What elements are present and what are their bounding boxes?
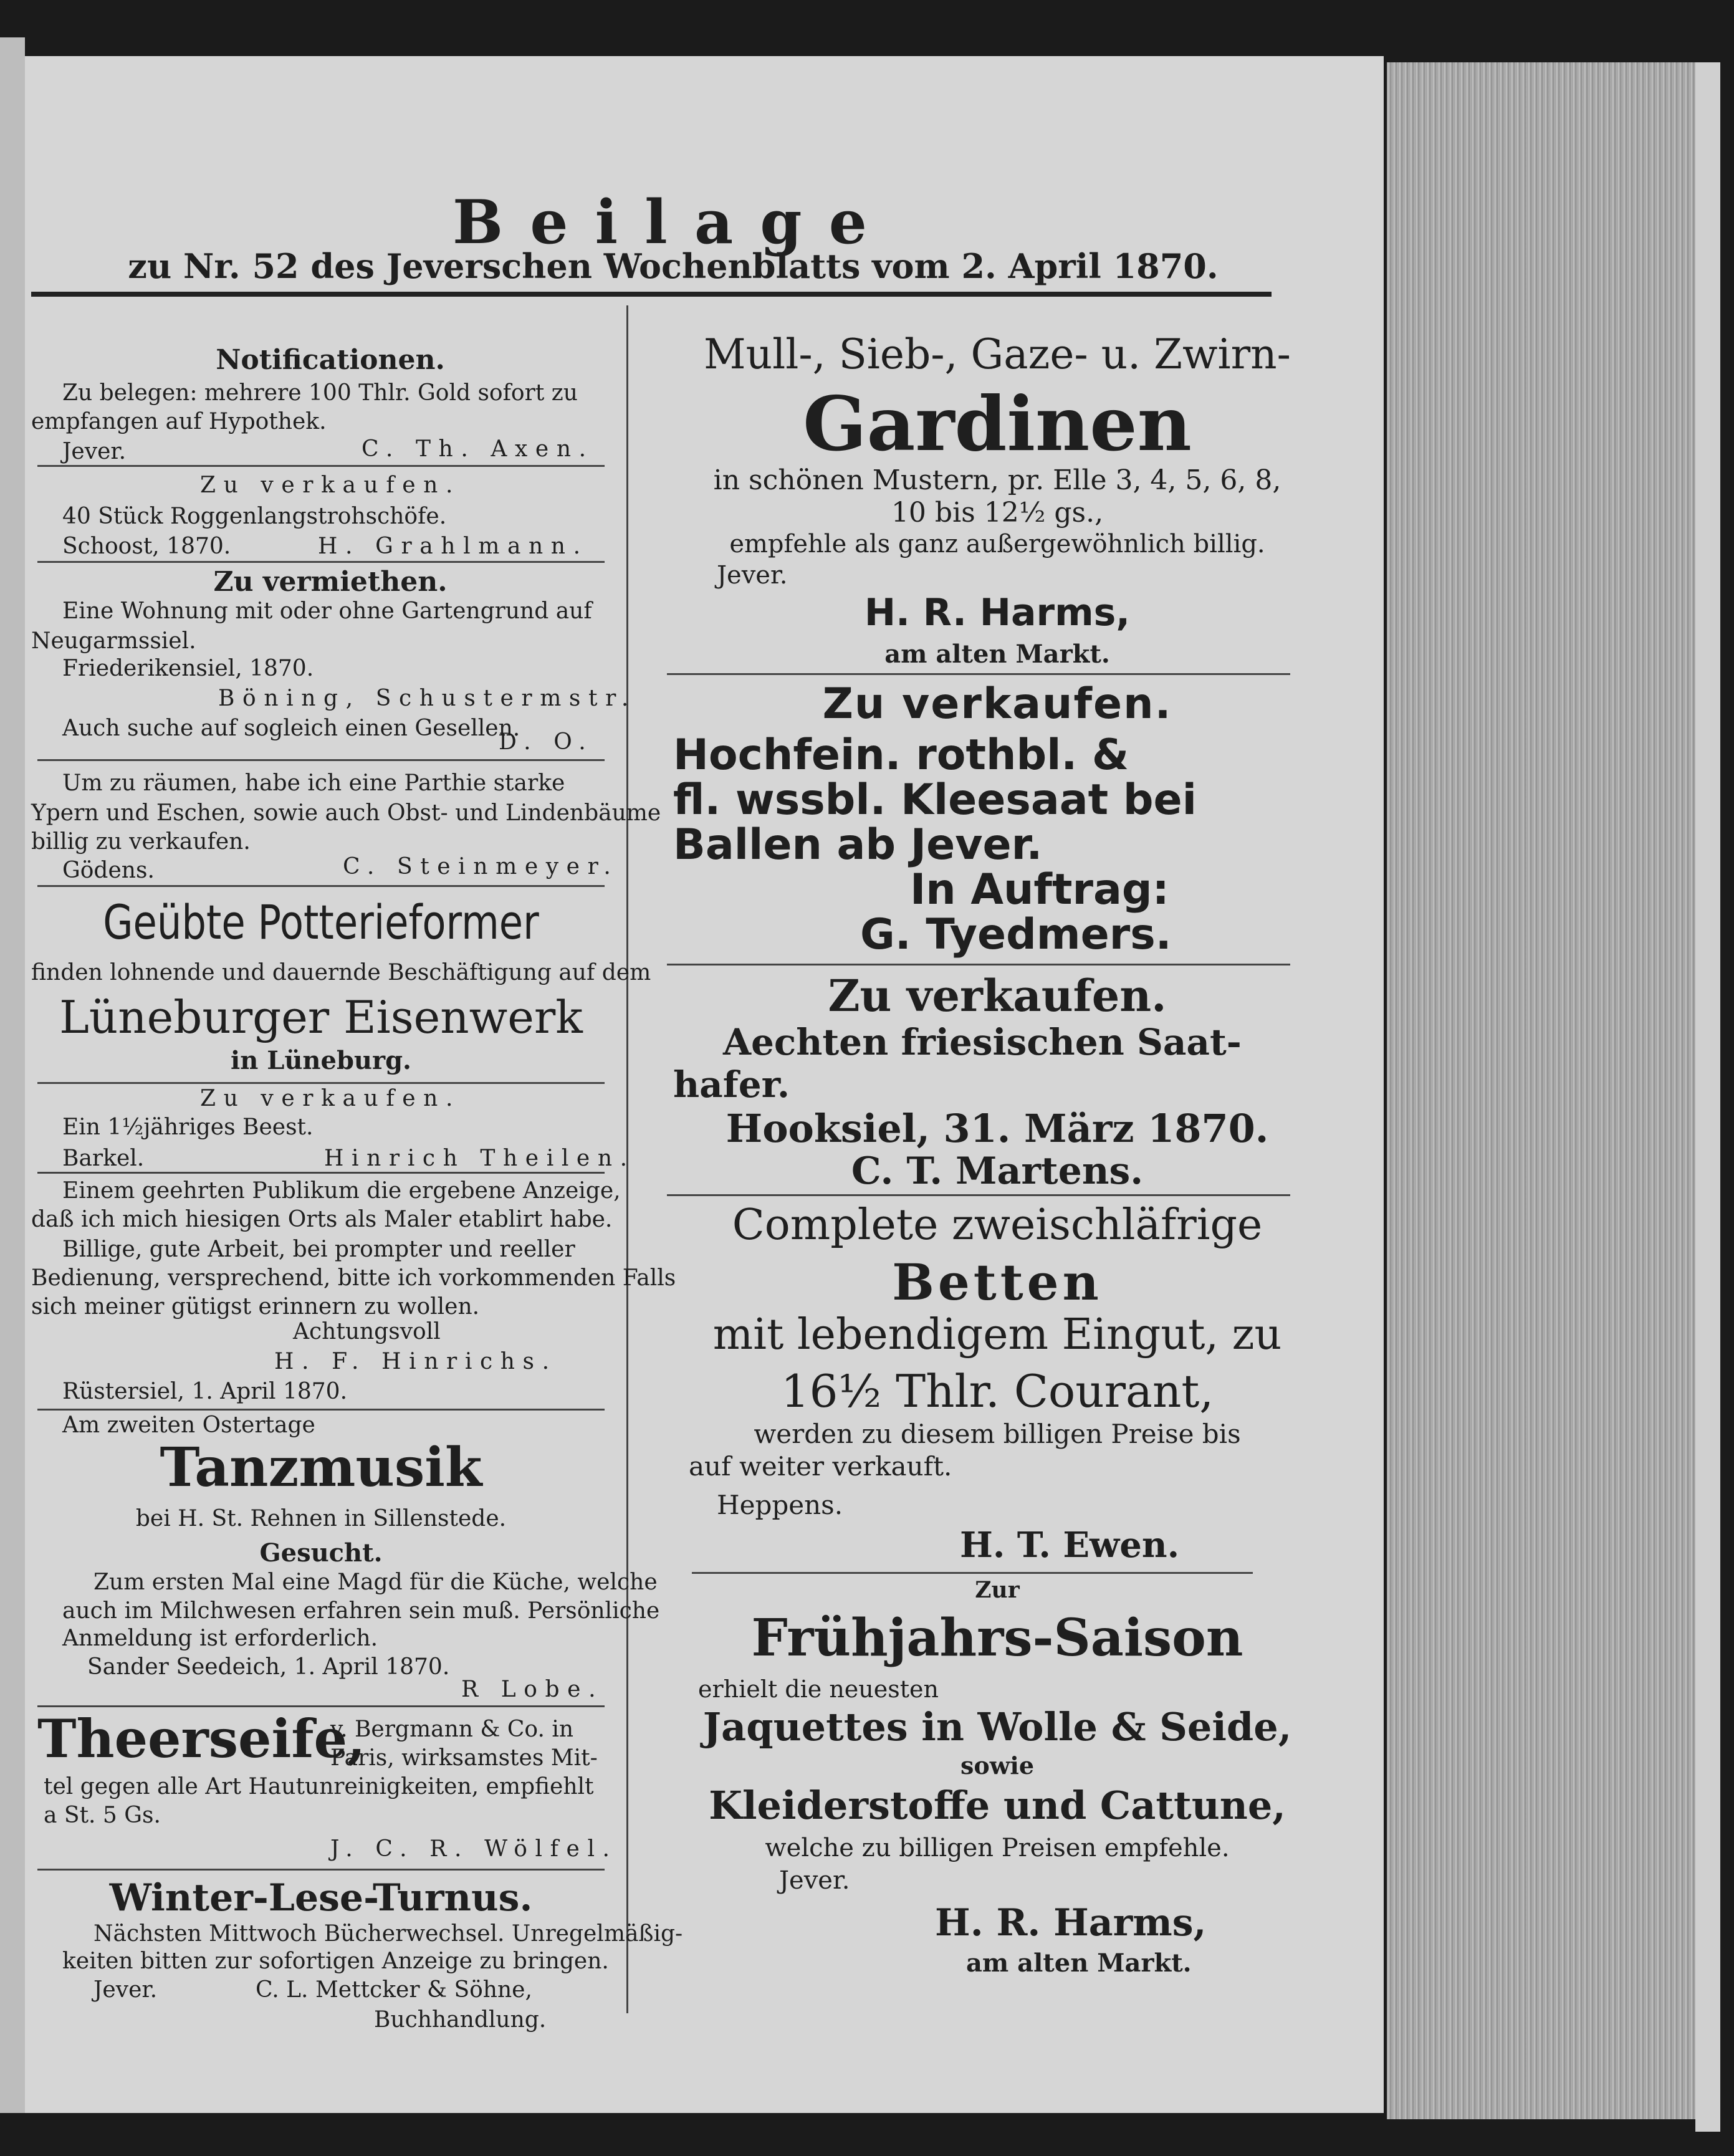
soap-line4: a St. 5 Gs.: [44, 1803, 161, 1828]
beds-price: 16½ Thlr. Courant,: [780, 1365, 1214, 1417]
divider: [37, 1705, 605, 1707]
trees-place: Gödens.: [62, 858, 155, 883]
painter-line3: Billige, gute Arbeit, bei prompter und reeller: [62, 1237, 575, 1262]
beds-line3: werden zu diesem billigen Preise bis: [754, 1419, 1241, 1449]
book-cover-edge: [1695, 62, 1720, 2132]
dance-heading: Tanzmusik: [160, 1436, 482, 1499]
curtains-line3: 10 bis 12½ gs.,: [891, 497, 1104, 529]
pottery-city: in Lüneburg.: [231, 1046, 411, 1075]
masthead-rule: [31, 292, 1272, 297]
sale-straw-text: 40 Stück Roggenlangstrohschöfe.: [62, 504, 447, 529]
wanted-line3: Anmeldung ist erforderlich.: [62, 1626, 378, 1651]
curtains-line4: empfehle als ganz außergewöhnlich billig.: [729, 530, 1265, 558]
curtains-place: Jever.: [717, 561, 788, 590]
soap-line3: tel gegen alle Art Hautunreinigkeiten, empfiehlt: [44, 1774, 594, 1799]
reading-heading: Winter-Lese-Turnus.: [109, 1876, 533, 1920]
trees-signer: C. Steinmeyer.: [343, 854, 619, 879]
clover-signer: G. Tyedmers.: [860, 910, 1172, 959]
spring-line3: sowie: [960, 1751, 1035, 1780]
soap-signer: J. C. R. Wölfel.: [330, 1836, 618, 1862]
divider: [37, 561, 605, 563]
painter-line5: sich meiner gütigst erinnern zu wollen.: [31, 1294, 480, 1320]
oats-place: Hooksiel, 31. März 1870.: [726, 1106, 1269, 1151]
oats-line1: Aechten friesischen Saat-: [723, 1021, 1242, 1063]
painter-place: Rüstersiel, 1. April 1870.: [62, 1379, 348, 1404]
divider: [692, 1572, 1253, 1574]
divider: [37, 1409, 605, 1411]
trees-line3: billig zu verkaufen.: [31, 829, 251, 855]
reading-signer: C. L. Mettcker & Söhne,: [256, 1977, 532, 2003]
curtains-signer: H. R. Harms,: [864, 591, 1131, 635]
notifications-signer: C. Th. Axen.: [362, 436, 594, 462]
masthead-title: Beilage: [453, 187, 894, 257]
oats-heading: Zu verkaufen.: [828, 970, 1167, 1022]
spring-signer: H. R. Harms,: [935, 1901, 1207, 1945]
reading-line1: Nächsten Mittwoch Bücherwechsel. Unregelmäßig-: [93, 1921, 683, 1947]
wanted-line2: auch im Milchwesen erfahren sein muß. Persönliche: [62, 1598, 660, 1624]
masthead-subtitle: zu Nr. 52 des Jeverschen Wochenblatts vom 2. April 1870.: [128, 246, 1219, 286]
wanted-place: Sander Seedeich, 1. April 1870.: [87, 1654, 450, 1680]
curtains-signer2: am alten Markt.: [884, 640, 1110, 669]
divider: [37, 1172, 605, 1174]
divider: [667, 964, 1290, 965]
notifications-line1: Zu belegen: mehrere 100 Thlr. Gold sofort zu: [62, 380, 578, 406]
spring-line2: Jaquettes in Wolle & Seide,: [702, 1704, 1292, 1750]
clover-line1: Hochfein. rothbl. &: [673, 731, 1129, 780]
painter-line1: Einem geehrten Publikum die ergebene Anzeige,: [62, 1178, 621, 1204]
painter-line4: Bedienung, versprechend, bitte ich vorkommenden Falls: [31, 1265, 676, 1291]
wanted-signer: R Lobe.: [461, 1677, 604, 1702]
spring-heading: Frühjahrs-Saison: [751, 1608, 1243, 1668]
beds-line2: mit lebendigem Eingut, zu: [712, 1310, 1282, 1359]
soap-line1: v. Bergmann & Co. in: [330, 1717, 574, 1742]
pottery-heading: Geübte Potterieformer: [103, 894, 539, 950]
reading-signer2: Buchhandlung.: [374, 2007, 547, 2033]
wanted-line1: Zum ersten Mal eine Magd für die Küche, welche: [93, 1569, 658, 1595]
reading-place: Jever.: [93, 1977, 158, 2003]
reading-line2: keiten bitten zur sofortigen Anzeige zu bringen.: [62, 1948, 609, 1974]
spring-line4: Kleiderstoffe und Cattune,: [709, 1783, 1286, 1828]
divider: [667, 1194, 1290, 1196]
soap-heading: Theerseife,: [37, 1708, 366, 1770]
beds-place: Heppens.: [717, 1490, 843, 1520]
divider: [37, 759, 605, 761]
divider: [667, 673, 1290, 675]
divider: [37, 1869, 605, 1871]
trees-line1: Um zu räumen, habe ich eine Parthie starke: [62, 770, 565, 796]
beds-heading: Betten: [892, 1253, 1103, 1311]
notifications-line2: empfangen auf Hypothek.: [31, 409, 327, 434]
sale-beast-signer: Hinrich Theilen.: [324, 1146, 635, 1171]
painter-signer: H. F. Hinrichs.: [274, 1349, 557, 1374]
spring-line1: erhielt die neuesten: [698, 1675, 939, 1703]
rent-line2: Neugarmssiel.: [31, 628, 196, 654]
beds-signer: H. T. Ewen.: [960, 1525, 1180, 1566]
pottery-company: Lüneburger Eisenwerk: [59, 991, 583, 1043]
rent-heading: Zu vermiethen.: [213, 566, 448, 598]
curtains-line2: in schönen Mustern, pr. Elle 3, 4, 5, 6, 8,: [713, 464, 1281, 496]
sale-beast-heading: Zu verkaufen.: [199, 1086, 461, 1111]
wanted-heading: Gesucht.: [259, 1538, 383, 1568]
rent-line3: Auch suche auf sogleich einen Gesellen.: [62, 716, 520, 741]
divider: [37, 885, 605, 887]
clover-line4: In Auftrag:: [910, 865, 1169, 914]
curtains-heading: Gardinen: [803, 380, 1192, 468]
newspaper-page: [25, 56, 1384, 2113]
page-block-edges: [1387, 62, 1711, 2119]
pottery-line1: finden lohnende und dauernde Beschäftigung auf dem: [31, 960, 651, 985]
soap-line2: Paris, wirksamstes Mit-: [330, 1745, 598, 1771]
beds-line1: Complete zweischläfrige: [732, 1200, 1263, 1250]
curtains-line1: Mull-, Sieb-, Gaze- u. Zwirn-: [704, 330, 1291, 378]
beds-line4: auf weiter verkauft.: [689, 1451, 952, 1482]
clover-line3: Ballen ab Jever.: [673, 820, 1043, 870]
dance-intro: Am zweiten Ostertage: [62, 1412, 315, 1438]
painter-closing: Achtungsvoll: [293, 1319, 441, 1344]
left-page-edge: [0, 37, 25, 2113]
oats-line2: hafer.: [673, 1063, 790, 1106]
spring-intro: Zur: [975, 1577, 1020, 1603]
sale-straw-place: Schoost, 1870.: [62, 534, 231, 559]
trees-line2: Ypern und Eschen, sowie auch Obst- und Lindenbäume: [31, 800, 661, 826]
painter-line2: daß ich mich hiesigen Orts als Maler etablirt habe.: [31, 1207, 613, 1232]
clover-line2: fl. wssbl. Kleesaat bei: [673, 775, 1197, 825]
divider: [37, 1082, 605, 1084]
sale-straw-signer: H. Grahlmann.: [318, 534, 588, 559]
notifications-heading: Notificationen.: [216, 344, 445, 376]
sale-beast-text: Ein 1½jähriges Beest.: [62, 1114, 314, 1140]
clover-heading: Zu verkaufen.: [822, 679, 1172, 729]
spring-line5: welche zu billigen Preisen empfehle.: [765, 1834, 1230, 1862]
notifications-place: Jever.: [62, 439, 127, 464]
rent-signer2: D. O.: [499, 729, 594, 755]
sale-straw-heading: Zu verkaufen.: [199, 472, 461, 498]
oats-signer: C. T. Martens.: [851, 1149, 1144, 1193]
sale-beast-place: Barkel.: [62, 1146, 145, 1171]
rent-place: Friederikensiel, 1870.: [62, 656, 314, 681]
spring-signer2: am alten Markt.: [966, 1948, 1192, 1978]
divider: [37, 465, 605, 467]
rent-line1: Eine Wohnung mit oder ohne Gartengrund auf: [62, 598, 592, 624]
spring-place: Jever.: [779, 1866, 850, 1895]
rent-signer: Böning, Schustermstr.: [218, 686, 636, 711]
dance-text: bei H. St. Rehnen in Sillenstede.: [135, 1506, 507, 1531]
